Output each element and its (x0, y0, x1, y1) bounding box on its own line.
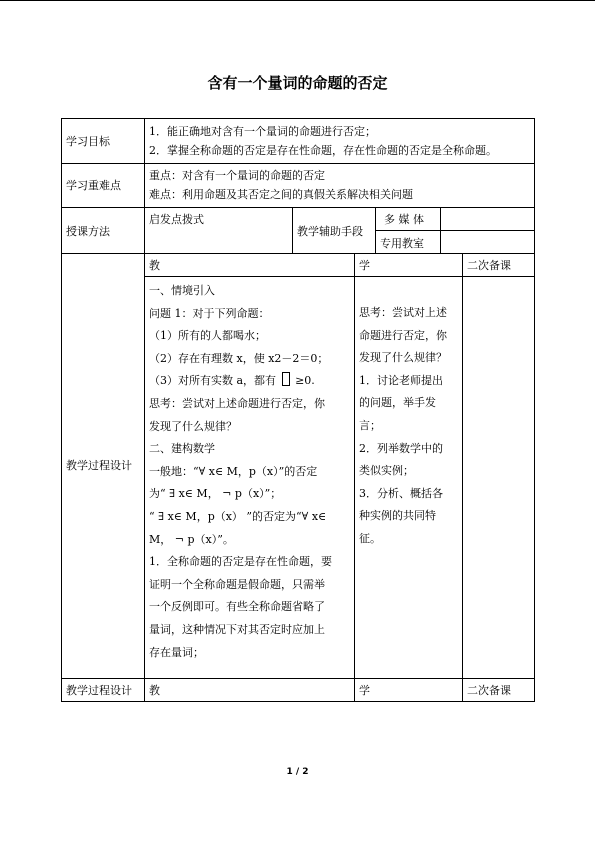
learn-line: 命题进行否定，你 (359, 328, 447, 342)
method-value: 启发点拨式 (149, 213, 204, 226)
process2-col-learn: 学 (359, 684, 370, 697)
teach-line: 证明一个全称命题是假命题，只需举 (149, 577, 325, 591)
teach-line: ≥0. (295, 374, 315, 388)
learn-line: 发现了什么规律？ (359, 351, 447, 365)
teach-line: 发现了什么规律？ (149, 419, 237, 433)
col-second: 二次备课 (467, 259, 511, 272)
teach-line: 一个反例即可。有些全称命题省略了 (149, 600, 325, 614)
process2-col-teach: 教 (149, 684, 160, 697)
learn-line: 思考：尝试对上述 (359, 306, 447, 319)
teach-line: 一般地：“∀ x∈ M，p（x）”的否定 (149, 464, 318, 478)
page-number: 1 / 2 (286, 767, 309, 777)
teach-line: M， ¬ p（x）”。 (149, 532, 234, 546)
goal-line: 2．掌握全称命题的否定是存在性命题，存在性命题的否定是全称命题。 (149, 144, 497, 157)
learn-line: 的问题，举手发 (359, 396, 436, 410)
keypoints-content (149, 166, 413, 204)
keypoint-line: 难点：利用命题及其否定之间的真假关系解决相关问题 (149, 188, 413, 201)
goals-label: 学习目标 (66, 135, 110, 148)
page-title: 含有一个量词的命题的否定 (207, 74, 388, 92)
learn-line: 3．分析、概括各 (359, 486, 443, 500)
room-label: 专用教室 (380, 237, 424, 250)
teach-line: 一、情境引入 (149, 284, 215, 297)
teach-line: “ ∃ x∈ M，p（x） ”的否定为“∀ x∈ (149, 509, 327, 523)
teach-line: （2）存在有理数 x，使 x2－2＝0； (149, 351, 329, 365)
teach-line: 思考：尝试对上述命题进行否定，你 (149, 396, 325, 410)
process2-col-second: 二次备课 (467, 684, 511, 697)
process-label: 教学过程设计 (66, 459, 132, 472)
keypoint-line: 重点：对含有一个量词的命题的否定 (149, 169, 325, 182)
teach-line: 量词，这种情况下对其否定时应加上 (149, 622, 325, 636)
goal-line: 1．能正确地对含有一个量词的命题进行否定； (149, 125, 376, 138)
keypoints-label: 学习重难点 (66, 179, 121, 192)
learn-line: 言； (359, 418, 381, 432)
teach-line: （1）所有的人都喝水； (149, 329, 266, 343)
absolute-value-a-icon (282, 372, 290, 386)
teach-line: （3）对所有实数 a，都有 (149, 374, 277, 388)
teach-line-abs (149, 370, 332, 393)
learn-line: 征。 (359, 531, 381, 545)
learn-line: 1．讨论老师提出 (359, 373, 443, 387)
learn-line: 类似实例； (359, 464, 414, 478)
learn-content (359, 302, 447, 551)
media-label: 多 媒 体 (384, 213, 424, 226)
learn-line: 2．列举数学中的 (359, 441, 443, 455)
aid-label: 教学辅助手段 (297, 225, 363, 238)
teach-content (149, 280, 332, 664)
goals-content (149, 122, 497, 160)
teach-line: 为“ ∃ x∈ M， ¬ p（x）”； (149, 487, 282, 501)
col-teach: 教 (149, 259, 160, 272)
teach-line: 问题 1：对于下列命题： (149, 306, 270, 320)
teach-line: 1．全称命题的否定是存在性命题，要 (149, 555, 332, 569)
process2-label: 教学过程设计 (66, 684, 132, 697)
teach-line: 二、建构数学 (149, 442, 215, 456)
top-rule (0, 0, 595, 1)
learn-line: 种实例的共同特 (359, 509, 436, 523)
col-learn: 学 (359, 259, 370, 272)
teach-line: 存在量词； (149, 645, 204, 659)
method-label: 授课方法 (66, 225, 110, 238)
